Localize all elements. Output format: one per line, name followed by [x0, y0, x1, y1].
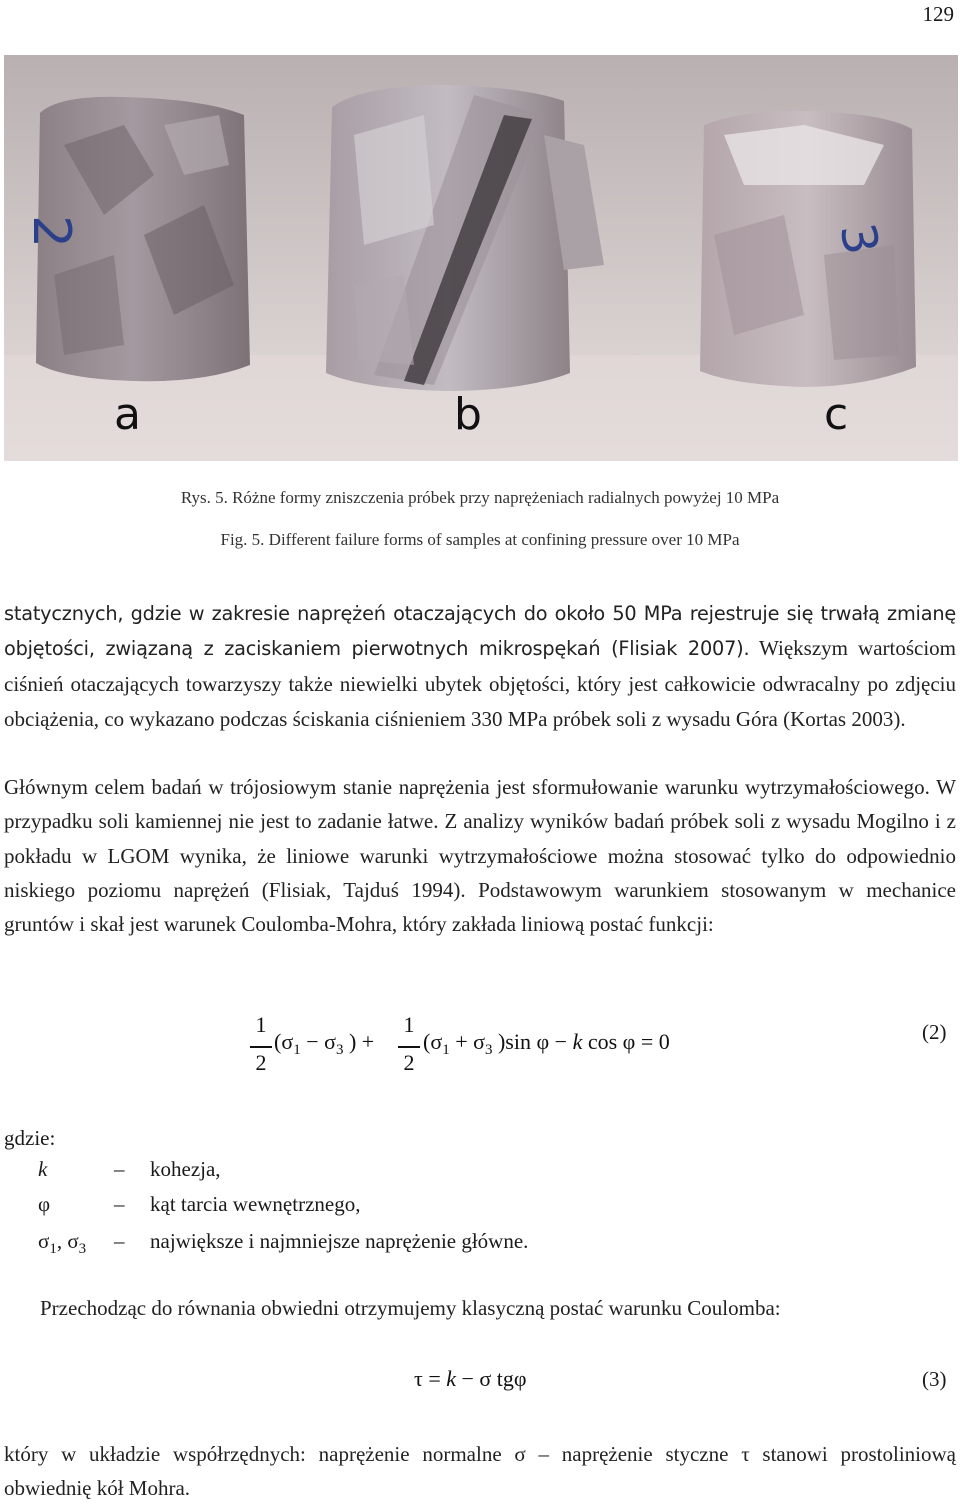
figure-photo: [4, 55, 958, 461]
definition-text: kohezja,: [150, 1157, 221, 1181]
equation-3: τ = k − σ tgφ: [414, 1366, 527, 1391]
frac-2-denominator: 2: [403, 1050, 415, 1075]
label-c: c: [824, 389, 849, 440]
frac-2-numerator: 1: [403, 1012, 415, 1037]
equation-2-number: (2): [922, 1020, 947, 1044]
frac-1-denominator: 2: [255, 1050, 267, 1075]
where-label: gdzie:: [4, 1126, 56, 1150]
definition-dash: –: [114, 1157, 125, 1181]
equation-2-part-2: ($\sigma_1 + \sigma_3$ )sin φ − k cos φ = 0: [423, 1029, 670, 1058]
sample-a: [21, 97, 250, 381]
frac-1-bar: [250, 1046, 272, 1048]
figure-caption-polish: Rys. 5. Różne formy zniszczenia próbek przy naprężeniach radialnych powyżej 10 MPa: [180, 488, 780, 507]
frac-1-numerator: 1: [255, 1012, 267, 1037]
paragraph-4: który w układzie współrzędnych: naprężenie normalne σ – naprężenie styczne τ stanowi prostoliniową obwiednię kół Mohra.: [4, 1442, 956, 1501]
definition-symbol: k: [38, 1157, 48, 1181]
label-a: a: [114, 389, 141, 440]
page-number: 129: [922, 2, 954, 26]
definition-text: największe i najmniejsze naprężenie główne.: [150, 1229, 529, 1253]
paragraph-1: [4, 597, 956, 737]
sample-mark-a: 2: [21, 215, 81, 249]
equation-3-number: (3): [922, 1367, 947, 1391]
label-b: b: [454, 389, 482, 440]
paragraph-3: Przechodząc do równania obwiedni otrzymujemy klasyczną postać warunku Coulomba:: [40, 1296, 781, 1320]
definition-dash: –: [114, 1192, 125, 1216]
definition-symbol: $\sigma_1$, $\sigma_3$: [38, 1229, 87, 1257]
figure-caption-english: Fig. 5. Different failure forms of samples at confining pressure over 10 MPa: [220, 530, 740, 549]
frac-2-bar: [398, 1046, 420, 1048]
equation-2: [250, 1010, 750, 1086]
equation-2-part-1: ($\sigma_1 - \sigma_3$ ) +: [274, 1029, 375, 1058]
paragraph-2: Głównym celem badań w trójosiowym stanie naprężenia jest sformułowanie warunku wytrzymałościowego. W przypadku soli kamiennej nie jest to zadanie łatwe. Z analizy wyników badań próbek soli z wysadu Mogilno i z pokładu w LGOM wynika, że liniowe warunki wytrzymałościowe można stosować tylko do odpowiednio niskiego poziomu naprężeń (Flisiak, Tajduś 1994). Podstawowym warunkiem stosowanym w mechanice gruntów i skał jest warunek Coulomba-Mohra, który zakłada liniową postać funkcji:: [4, 775, 956, 937]
sample-b: [326, 85, 604, 391]
paragraph-1-serif: Większym wartościom ciśnień otaczających towarzyszy także niewielki ubytek objętości, który jest całkowicie odwracalny po zdjęciu obciążenia, co wykazano podczas ściskania ciśnieniem 330 MPa próbek soli z wysadu Góra (Kortas 2003).: [4, 636, 957, 731]
sample-c: [700, 111, 916, 387]
paragraph-1-sans: statycznych, gdzie w zakresie naprężeń otaczających do około 50 MPa rejestruje się trwałą zmianę objętości, związaną z zaciskaniem pierwotnych mikrospękań (Flisiak 2007).: [4, 602, 956, 661]
sample-photo-image: [4, 55, 958, 461]
sample-mark-c: 3: [828, 219, 890, 259]
definition-dash: –: [114, 1229, 125, 1253]
definition-text: kąt tarcia wewnętrznego,: [150, 1192, 361, 1216]
definition-symbol: φ: [38, 1192, 51, 1216]
